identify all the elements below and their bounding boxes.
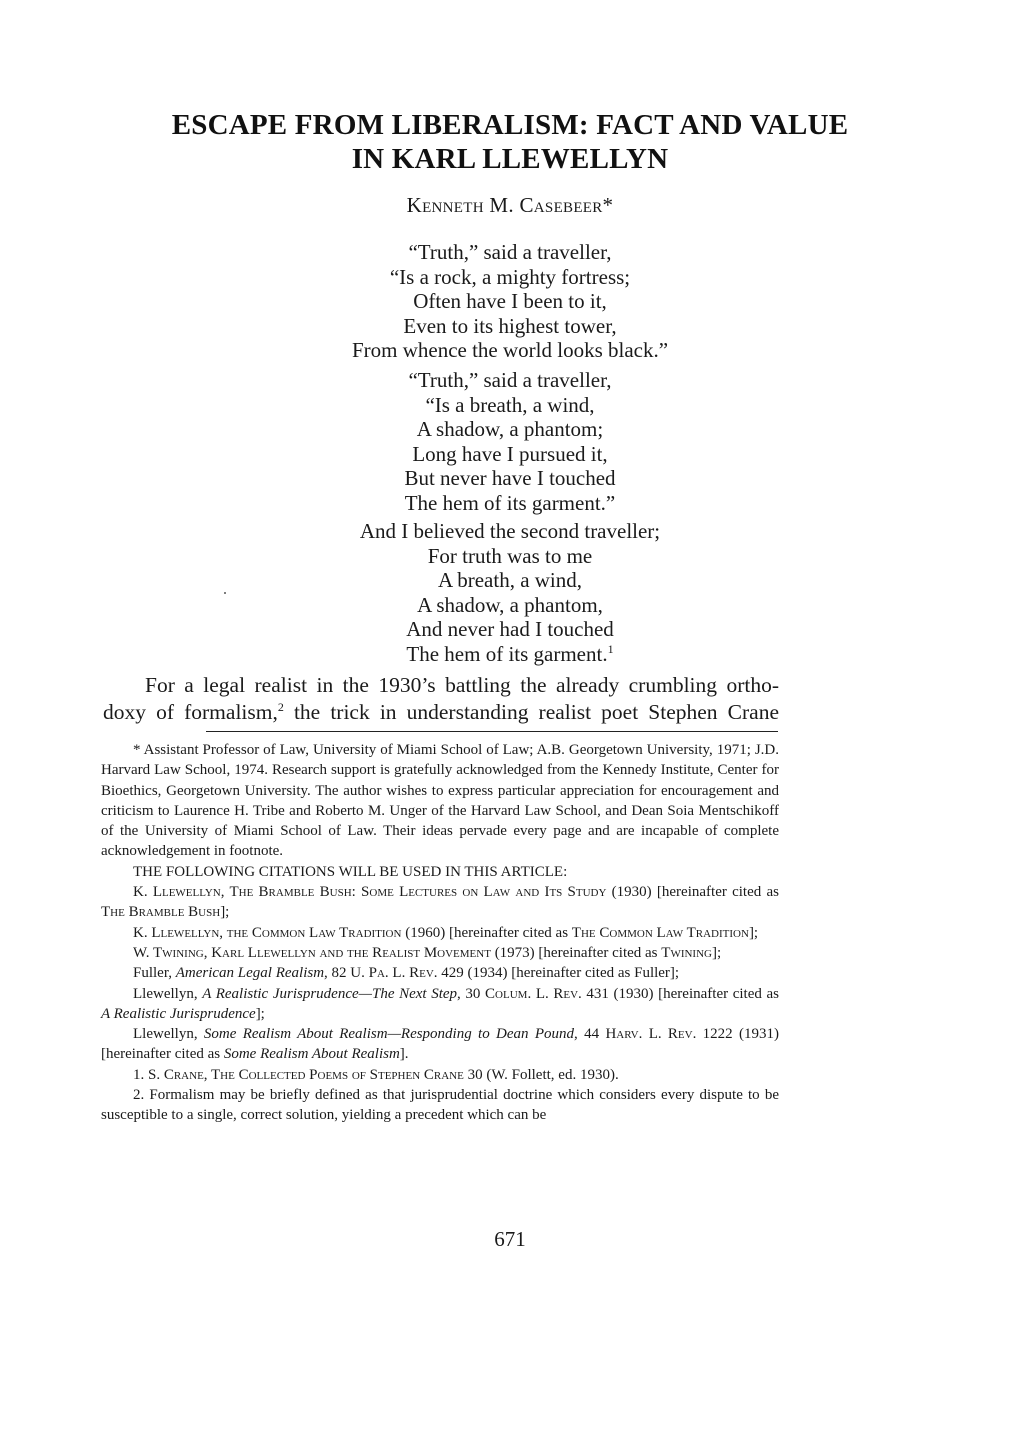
footnote-star: * Assistant Professor of Law, University of Miami School of Law; A.B. Georgetown University, 1971; J.D. Harvard Law School, 1974. Research support is gratefully acknowledged from the Kennedy Institute, Center for Bioethics, Georgetown University. The author wishes to express particular appreciation for encouragement and criticism to Laurence H. Tribe and Roberto M. Unger of the Harvard Law School, and Dean Soia Mentschikoff of the University of Miami School of Law. Their ideas pervade every page and are incapable of complete acknowledgement in footnote. bbox=[101, 742, 779, 860]
cite-text: (1960) [hereinafter cited as bbox=[401, 924, 572, 941]
cite-text: ]; bbox=[255, 1005, 265, 1022]
citation-6 bbox=[101, 1024, 779, 1065]
citation-5 bbox=[101, 984, 779, 1025]
poem-line: For truth was to me bbox=[427, 543, 593, 568]
cite-text: ]; bbox=[220, 904, 230, 921]
cite-sc: The Common Law Tradition bbox=[571, 924, 749, 941]
poem-line: Even to its highest tower, bbox=[403, 313, 617, 338]
epigraph-stanza-2 bbox=[200, 368, 820, 516]
footnote-ref-1: 1 bbox=[607, 641, 614, 656]
poem-line-last bbox=[200, 642, 820, 667]
cite-text: Fuller, bbox=[133, 965, 176, 982]
cite-sc: Twining bbox=[661, 944, 712, 961]
poem-line: “Is a breath, a wind, bbox=[425, 392, 595, 417]
cite-sc: K. Llewellyn, the Common Law Tradition bbox=[133, 924, 402, 941]
poem-line: A shadow, a phantom; bbox=[416, 417, 604, 442]
cite-text: 1222 (1931) [hereinafter cited as bbox=[101, 1026, 779, 1063]
epigraph-stanza-1 bbox=[200, 240, 820, 363]
body-line-2 bbox=[103, 699, 779, 726]
poem-line: “Is a rock, a mighty fortress; bbox=[389, 264, 631, 289]
poem-line: Long have I pursued it, bbox=[412, 441, 608, 466]
cite-text: 431 (1930) [hereinafter cited as bbox=[581, 985, 779, 1002]
cite-text: (1973) [hereinafter cited as bbox=[490, 944, 662, 961]
cite-italic: A Realistic Jurisprudence—The Next Step bbox=[202, 985, 458, 1002]
footnote-divider bbox=[206, 731, 778, 732]
cite-text: , 82 U. bbox=[324, 965, 369, 982]
cite-italic: Some Realism About Realism—Responding to Dean Pound bbox=[203, 1026, 575, 1043]
cite-text: (1930) [hereinafter cited as bbox=[606, 884, 779, 901]
poem-line: A shadow, a phantom, bbox=[417, 592, 603, 617]
epigraph-stanza-3 bbox=[200, 519, 820, 667]
cite-text: , 44 bbox=[574, 1026, 606, 1043]
cite-text: 1. S. bbox=[133, 1066, 164, 1083]
poem-line: Often have I been to it, bbox=[413, 289, 607, 314]
footnotes bbox=[101, 740, 779, 1126]
body-paragraph bbox=[103, 672, 779, 726]
cite-italic: Some Realism About Realism bbox=[223, 1046, 400, 1063]
cite-text: ]; bbox=[748, 924, 759, 941]
cite-sc: Harv. L. Rev. bbox=[605, 1026, 697, 1043]
page-number: 671 bbox=[494, 1227, 526, 1251]
citation-2 bbox=[101, 923, 779, 943]
body-line-1: For a legal realist in the 1930’s battling the already crumbling ortho- bbox=[145, 673, 779, 697]
cite-italic: American Legal Realism bbox=[175, 965, 325, 982]
cite-italic: A Realistic Jurisprudence bbox=[101, 1005, 256, 1022]
cite-sc: The Bramble Bush bbox=[101, 904, 221, 921]
title-line-2: IN KARL LLEWELLYN bbox=[351, 143, 669, 175]
cite-text: , 30 bbox=[457, 985, 486, 1002]
cite-sc: W. Twining, Karl Llewellyn and the Realist Movement bbox=[133, 944, 491, 961]
footnote-1 bbox=[101, 1065, 779, 1085]
poem-line: A breath, a wind, bbox=[437, 568, 583, 593]
poem-line: “Truth,” said a traveller, bbox=[408, 368, 612, 392]
cite-text: Llewellyn, bbox=[133, 1026, 204, 1043]
cite-text: ]. bbox=[399, 1046, 409, 1063]
stray-mark bbox=[224, 592, 226, 594]
cite-sc: Pa. L. Rev. bbox=[368, 965, 438, 982]
cite-text: 429 (1934) [hereinafter cited as Fuller]; bbox=[437, 965, 680, 982]
body-text-span: the trick in understanding realist poet Stephen Crane bbox=[283, 700, 779, 724]
footnote-2: 2. Formalism may be briefly defined as that jurisprudential doctrine which considers every dispute to be susceptible to a single, correct solution, yielding a precedent which can be bbox=[101, 1087, 779, 1124]
citation-1 bbox=[101, 882, 779, 923]
poem-line-text: The hem of its garment. bbox=[406, 641, 608, 666]
citation-3 bbox=[101, 943, 779, 963]
author-byline: Kenneth M. Casebeer* bbox=[406, 193, 614, 217]
title-line-1: ESCAPE FROM LIBERALISM: FACT AND VALUE bbox=[171, 109, 849, 141]
citation-4 bbox=[101, 963, 779, 983]
body-text-span: doxy of formalism, bbox=[103, 700, 278, 724]
poem-line: “Truth,” said a traveller, bbox=[408, 240, 612, 264]
poem-line: And never had I touched bbox=[406, 617, 614, 642]
cite-text: ]; bbox=[711, 944, 722, 961]
cite-sc: K. Llewellyn, The Bramble Bush: Some Lectures on Law and Its Study bbox=[133, 884, 607, 901]
poem-line: And I believed the second traveller; bbox=[359, 519, 661, 543]
cite-text: Llewellyn, bbox=[133, 985, 203, 1002]
cite-sc: Colum. L. Rev. bbox=[485, 985, 582, 1002]
footnote-ref-2: 2 bbox=[277, 699, 284, 714]
cite-text: 30 (W. Follett, ed. 1930). bbox=[463, 1066, 619, 1083]
citations-heading: THE FOLLOWING CITATIONS WILL BE USED IN THIS ARTICLE: bbox=[133, 863, 568, 880]
poem-line: But never have I touched bbox=[404, 466, 616, 491]
cite-sc: Crane, The Collected Poems of Stephen Crane bbox=[163, 1066, 464, 1083]
poem-line: The hem of its garment.” bbox=[404, 490, 616, 515]
poem-line: From whence the world looks black.” bbox=[351, 338, 669, 363]
article-title bbox=[100, 108, 920, 176]
